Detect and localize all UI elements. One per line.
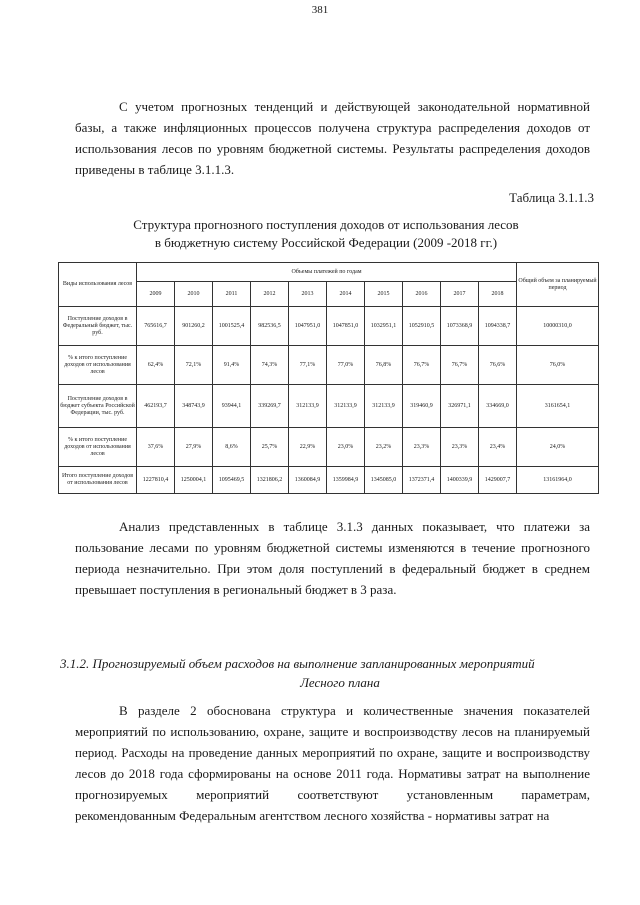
cell-value: 77,0% [327,346,365,385]
cell-value: 901260,2 [175,307,213,346]
cell-value: 765616,7 [137,307,175,346]
cell-total: 13161964,0 [517,467,599,494]
table-title-line1: Структура прогнозного поступления доходов от использования лесов [133,217,519,232]
header-year: 2012 [251,282,289,307]
header-year: 2015 [365,282,403,307]
cell-total: 3161654,1 [517,385,599,428]
section-paragraph-text: В разделе 2 обоснована структура и количественные значения показателей мероприятий по использованию, охране, защите и воспроизводству лесов на планируемый период. Расходы на проведение данных мероприятий по охране, защите и воспроизводству лесов до 2018 года сформированы на основе 2011 года. Нормативы затрат на выполнение прогнозируемых мероприятий соответствуют установленным параметрам, рекомендованным Федеральным агентством лесного хозяйства - нормативы затрат на [75,703,590,823]
cell-value: 1345085,0 [365,467,403,494]
cell-value: 462193,7 [137,385,175,428]
table-row [59,307,599,346]
cell-value: 22,9% [289,428,327,467]
cell-value: 326971,1 [441,385,479,428]
cell-value: 93944,1 [213,385,251,428]
cell-value: 23,3% [403,428,441,467]
cell-value: 1227810,4 [137,467,175,494]
cell-total: 24,0% [517,428,599,467]
cell-value: 23,0% [327,428,365,467]
cell-value: 319460,9 [403,385,441,428]
header-total: Общий объем за планируемый период [517,263,599,307]
table-row [59,467,599,494]
revenue-table [58,262,599,494]
cell-value: 1360084,9 [289,467,327,494]
section-heading-line1: 3.1.2. Прогнозируемый объем расходов на выполнение запланированных мероприятий [60,656,535,671]
header-payments: Объемы платежей по годам [137,263,517,282]
cell-value: 1321806,2 [251,467,289,494]
cell-value: 23,2% [365,428,403,467]
row-label: Поступление доходов в бюджет субъекта Российской Федерации, тыс. руб. [59,385,137,428]
cell-value: 23,4% [479,428,517,467]
header-year: 2013 [289,282,327,307]
cell-value: 72,1% [175,346,213,385]
cell-value: 312133,9 [365,385,403,428]
header-year: 2010 [175,282,213,307]
cell-value: 348743,9 [175,385,213,428]
cell-value: 1001525,4 [213,307,251,346]
page-number: 381 [311,4,329,16]
table-title-line2: в бюджетную систему Российской Федерации (2009 -2018 гг.) [154,235,498,250]
cell-value: 1095469,5 [213,467,251,494]
section-heading [60,654,620,692]
analysis-paragraph-text: Анализ представленных в таблице 3.1.3 данных показывает, что платежи за пользование лесами по уровням бюджетной системы изменяются в течение прогнозного периода незначительно. При этом доля поступлений в федеральный бюджет в среднем превышает поступления в региональный бюджет в 3 раза. [75,519,590,597]
cell-value: 77,1% [289,346,327,385]
cell-value: 74,3% [251,346,289,385]
row-label: Итого поступление доходов от использования лесов [59,467,137,494]
cell-total: 76,0% [517,346,599,385]
cell-value: 1250004,1 [175,467,213,494]
row-label: % к итого поступление доходов от использования лесов [59,346,137,385]
cell-value: 1047851,0 [327,307,365,346]
cell-value: 1400339,9 [441,467,479,494]
section-heading-line2: Лесного плана [300,675,380,690]
cell-value: 1073368,9 [441,307,479,346]
header-year: 2017 [441,282,479,307]
intro-paragraph-text: С учетом прогнозных тенденций и действующей законодательной нормативной базы, а также инфляционных процессов получена структура распределения доходов от использования лесов по уровням бюджетной системы. Результаты распределения доходов приведены в таблице 3.1.1.3. [75,99,590,177]
row-label: Поступление доходов в Федеральный бюджет, тыс. руб. [59,307,137,346]
cell-value: 76,6% [479,346,517,385]
header-year: 2011 [213,282,251,307]
cell-value: 1094338,7 [479,307,517,346]
cell-value: 23,3% [441,428,479,467]
cell-value: 1359984,9 [327,467,365,494]
cell-value: 1429007,7 [479,467,517,494]
analysis-paragraph [75,516,590,600]
cell-value: 312133,9 [289,385,327,428]
cell-value: 76,7% [441,346,479,385]
cell-value: 982536,5 [251,307,289,346]
cell-value: 62,4% [137,346,175,385]
cell-value: 76,8% [365,346,403,385]
table-title [0,216,640,252]
cell-value: 1052910,5 [403,307,441,346]
header-year: 2016 [403,282,441,307]
table-row [59,428,599,467]
cell-total: 10000310,0 [517,307,599,346]
cell-value: 27,9% [175,428,213,467]
cell-value: 312133,9 [327,385,365,428]
table-label: Таблица 3.1.1.3 [509,190,594,205]
row-label: % к итого поступление доходов от использования лесов [59,428,137,467]
intro-paragraph [75,96,590,180]
cell-value: 339269,7 [251,385,289,428]
cell-value: 91,4% [213,346,251,385]
table-row [59,385,599,428]
header-year: 2009 [137,282,175,307]
cell-value: 37,6% [137,428,175,467]
header-year: 2018 [479,282,517,307]
table-row [59,346,599,385]
cell-value: 8,6% [213,428,251,467]
cell-value: 1032951,1 [365,307,403,346]
cell-value: 334669,0 [479,385,517,428]
cell-value: 1372371,4 [403,467,441,494]
cell-value: 1047951,0 [289,307,327,346]
section-paragraph [75,700,590,826]
cell-value: 76,7% [403,346,441,385]
header-year: 2014 [327,282,365,307]
cell-value: 25,7% [251,428,289,467]
header-type: Виды использования лесов [59,263,137,307]
